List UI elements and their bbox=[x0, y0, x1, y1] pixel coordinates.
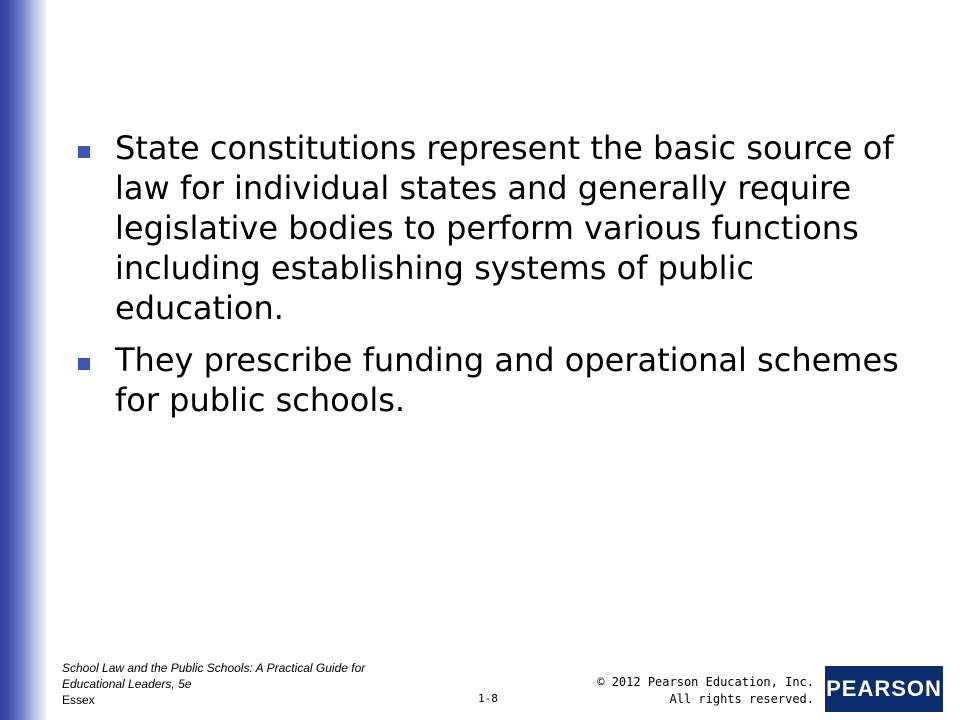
bullet-item bbox=[78, 128, 928, 328]
left-gradient-bar bbox=[0, 0, 46, 720]
footer-book-info bbox=[62, 660, 422, 708]
pearson-logo bbox=[825, 666, 943, 712]
book-title-line-2: Educational Leaders, 5e bbox=[62, 677, 192, 691]
bullet-item bbox=[78, 340, 928, 420]
bullet-list bbox=[78, 128, 928, 432]
copyright bbox=[597, 674, 814, 708]
copyright-line-2: All rights reserved. bbox=[669, 692, 814, 706]
square-bullet-icon bbox=[78, 358, 90, 370]
copyright-line-1: © 2012 Pearson Education, Inc. bbox=[597, 675, 814, 689]
bullet-text: They prescribe funding and operational schemes for public schools. bbox=[115, 341, 899, 419]
book-title-line-1: School Law and the Public Schools: A Practical Guide for bbox=[62, 661, 366, 675]
book-author: Essex bbox=[62, 693, 95, 707]
bullet-text: State constitutions represent the basic source of law for individual states and generally require legislative bodies to perform various functions including establishing systems of public education. bbox=[115, 129, 894, 327]
square-bullet-icon bbox=[78, 146, 90, 158]
page-number: 1-8 bbox=[478, 692, 498, 705]
logo-text: PEARSON bbox=[826, 676, 942, 701]
